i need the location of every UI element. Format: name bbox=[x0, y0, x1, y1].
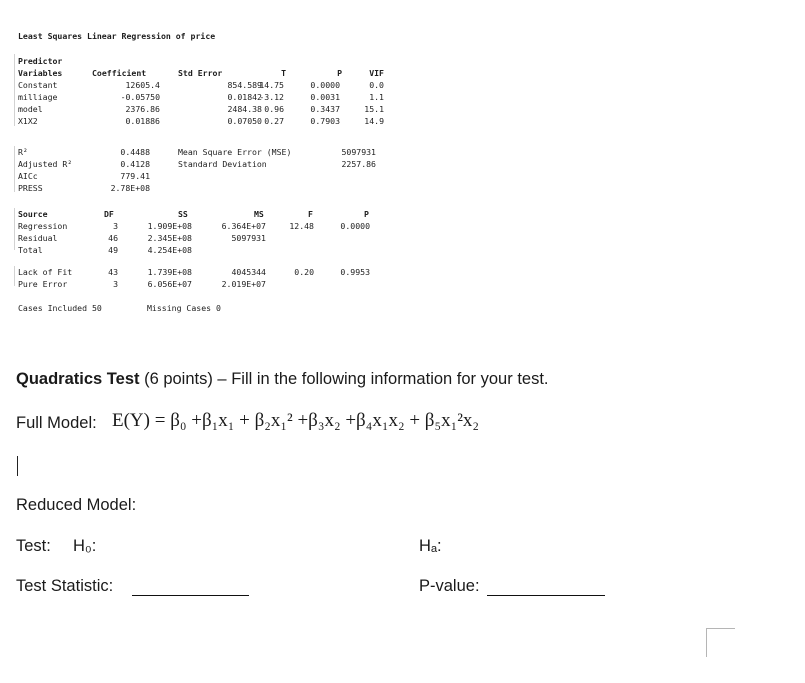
coef-header-coefficient: Coefficient bbox=[92, 68, 147, 78]
reduced-model-label: Reduced Model: bbox=[16, 496, 137, 514]
coef-header-variables: Variables bbox=[18, 68, 63, 78]
lof-source: Pure Error bbox=[18, 279, 68, 289]
coef-header-t: T bbox=[281, 68, 286, 78]
anova-header-df: DF bbox=[104, 209, 114, 219]
vif-value: 1.1 bbox=[369, 92, 384, 102]
press-label: PRESS bbox=[18, 183, 43, 193]
test-statistic-blank[interactable] bbox=[132, 595, 249, 596]
anova-ss: 1.909E+08 bbox=[147, 221, 192, 231]
anova-ss: 2.345E+08 bbox=[147, 233, 192, 243]
question-title-bold: Quadratics Test bbox=[16, 370, 140, 388]
aicc-label: AICc bbox=[18, 171, 38, 181]
std-error-value: 2484.38 bbox=[227, 104, 262, 114]
t-value: -3.12 bbox=[259, 92, 284, 102]
r2-label: R² bbox=[18, 147, 28, 157]
std-error-value: 0.07050 bbox=[227, 116, 262, 126]
coef-header-vif: VIF bbox=[369, 68, 384, 78]
p-value-label: P-value: bbox=[419, 577, 480, 595]
lof-ms: 4045344 bbox=[231, 267, 266, 277]
adj-r2-value: 0.4128 bbox=[120, 159, 150, 169]
lof-df: 43 bbox=[108, 267, 118, 277]
anova-header-ss: SS bbox=[178, 209, 188, 219]
coef-value: 0.01886 bbox=[125, 116, 160, 126]
coef-value: 2376.86 bbox=[125, 104, 160, 114]
t-value: 14.75 bbox=[259, 80, 284, 90]
anova-source: Total bbox=[18, 245, 43, 255]
std-error-value: 854.589 bbox=[227, 80, 262, 90]
coef-value: 12605.4 bbox=[125, 80, 160, 90]
std-error-value: 0.01842 bbox=[227, 92, 262, 102]
cases-included: Cases Included 50 bbox=[18, 303, 102, 313]
anova-ms: 6.364E+07 bbox=[221, 221, 266, 231]
coef-header-std-error: Std Error bbox=[178, 68, 223, 78]
anova-header-source: Source bbox=[18, 209, 48, 219]
vif-value: 15.1 bbox=[364, 104, 384, 114]
missing-cases: Missing Cases 0 bbox=[147, 303, 221, 313]
p-value: 0.3437 bbox=[310, 104, 340, 114]
anova-header-p: P bbox=[364, 209, 369, 219]
anova-header-f: F bbox=[308, 209, 313, 219]
anova-header-ms: MS bbox=[254, 209, 264, 219]
anova-df: 46 bbox=[108, 233, 118, 243]
coef-table-border bbox=[14, 54, 15, 126]
anova-f: 12.48 bbox=[289, 221, 314, 231]
p-value: 0.7903 bbox=[310, 116, 340, 126]
lof-source: Lack of Fit bbox=[18, 267, 73, 277]
p-value-blank[interactable] bbox=[487, 595, 605, 596]
anova-ss: 4.254E+08 bbox=[147, 245, 192, 255]
full-model-label: Full Model: bbox=[16, 414, 97, 432]
coef-row-label: model bbox=[18, 104, 43, 114]
press-value: 2.78E+08 bbox=[110, 183, 150, 193]
t-value: 0.96 bbox=[264, 104, 284, 114]
question-title bbox=[16, 369, 549, 389]
p-value: 0.0031 bbox=[310, 92, 340, 102]
question-title-rest: (6 points) – Fill in the following information for your test. bbox=[139, 370, 549, 388]
lof-df: 3 bbox=[113, 279, 118, 289]
vif-value: 14.9 bbox=[364, 116, 384, 126]
lof-ss: 1.739E+08 bbox=[147, 267, 192, 277]
mse-label: Mean Square Error (MSE) bbox=[178, 147, 292, 157]
full-model-formula: E(Y) = β₀ +β₁x₁ + β₂x₁² +β₃x₂ +β₄x₁x₂ + β₅x₁²x₂ bbox=[112, 410, 480, 431]
coef-header-predictor: Predictor bbox=[18, 56, 63, 66]
regression-output bbox=[14, 26, 386, 318]
sd-value: 2257.86 bbox=[341, 159, 376, 169]
lof-p: 0.9953 bbox=[340, 267, 370, 277]
page-corner-mark bbox=[706, 628, 735, 657]
anova-df: 3 bbox=[113, 221, 118, 231]
mse-value: 5097931 bbox=[341, 147, 376, 157]
t-value: 0.27 bbox=[264, 116, 284, 126]
coef-value: -0.05750 bbox=[120, 92, 160, 102]
lof-border bbox=[14, 266, 15, 286]
lof-ms: 2.019E+07 bbox=[221, 279, 266, 289]
ha-label: Hₐ: bbox=[419, 537, 442, 555]
test-statistic-label: Test Statistic: bbox=[16, 577, 114, 595]
coef-row-label: Constant bbox=[18, 80, 58, 90]
anova-border bbox=[14, 208, 15, 250]
h0-label: H₀: bbox=[73, 537, 97, 555]
anova-source: Regression bbox=[18, 221, 68, 231]
r2-value: 0.4488 bbox=[120, 147, 150, 157]
sd-label: Standard Deviation bbox=[178, 159, 267, 169]
aicc-value: 779.41 bbox=[120, 171, 150, 181]
test-label: Test: bbox=[16, 537, 51, 555]
coef-header-p: P bbox=[337, 68, 342, 78]
text-cursor bbox=[17, 456, 18, 476]
fit-stats-border bbox=[14, 146, 15, 192]
adj-r2-label: Adjusted R² bbox=[18, 159, 73, 169]
p-value: 0.0000 bbox=[310, 80, 340, 90]
lof-ss: 6.056E+07 bbox=[147, 279, 192, 289]
coef-row-label: milliage bbox=[18, 92, 58, 102]
anova-source: Residual bbox=[18, 233, 58, 243]
output-title: Least Squares Linear Regression of price bbox=[18, 31, 216, 41]
anova-df: 49 bbox=[108, 245, 118, 255]
lof-f: 0.20 bbox=[294, 267, 314, 277]
coef-row-label: X1X2 bbox=[18, 116, 38, 126]
anova-p: 0.0000 bbox=[340, 221, 370, 231]
anova-ms: 5097931 bbox=[231, 233, 266, 243]
vif-value: 0.0 bbox=[369, 80, 384, 90]
